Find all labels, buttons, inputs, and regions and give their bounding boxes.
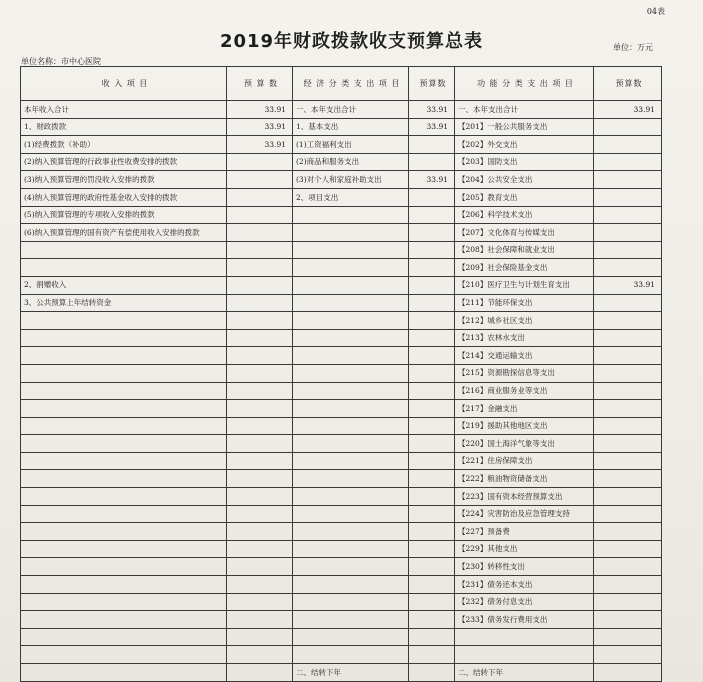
cell-economic-budget	[409, 136, 455, 154]
cell-function-budget	[594, 505, 662, 523]
cell-function-item: 二、结转下年	[455, 664, 594, 682]
cell-income-budget	[227, 452, 293, 470]
table-row	[21, 206, 662, 224]
cell-economic-item	[293, 241, 409, 259]
cell-economic-budget	[409, 593, 455, 611]
table-row	[21, 664, 662, 682]
cell-function-item: 【204】公共安全支出	[455, 171, 594, 189]
cell-income-item	[21, 576, 227, 594]
cell-function-budget	[594, 523, 662, 541]
cell-economic-budget	[409, 400, 455, 418]
table-row	[21, 505, 662, 523]
cell-income-item	[21, 664, 227, 682]
table-row	[21, 558, 662, 576]
cell-function-budget	[594, 153, 662, 171]
cell-function-budget	[594, 540, 662, 558]
cell-economic-item: (3)对个人和家庭补助支出	[293, 171, 409, 189]
cell-income-budget	[227, 417, 293, 435]
cell-income-budget	[227, 206, 293, 224]
cell-income-item: 本年收入合计	[21, 101, 227, 119]
cell-economic-budget	[409, 329, 455, 347]
cell-income-item: 3、公共预算上年结转资金	[21, 294, 227, 312]
table-row	[21, 259, 662, 277]
cell-function-item: 【214】交通运输支出	[455, 347, 594, 365]
cell-economic-item	[293, 329, 409, 347]
cell-economic-item: 二、结转下年	[293, 664, 409, 682]
cell-function-budget	[594, 171, 662, 189]
cell-function-item: 一、本年支出合计	[455, 101, 594, 119]
cell-function-item: 【221】住房保障支出	[455, 452, 594, 470]
cell-function-item: 【210】医疗卫生与计划生育支出	[455, 276, 594, 294]
cell-economic-budget	[409, 488, 455, 506]
cell-function-item	[455, 628, 594, 646]
cell-economic-budget: 33.91	[409, 101, 455, 119]
cell-income-item	[21, 628, 227, 646]
cell-income-budget	[227, 470, 293, 488]
cell-function-budget	[594, 136, 662, 154]
cell-function-item: 【215】资源勘探信息等支出	[455, 364, 594, 382]
cell-income-item	[21, 452, 227, 470]
cell-function-budget	[594, 188, 662, 206]
cell-income-item	[21, 435, 227, 453]
cell-economic-item	[293, 259, 409, 277]
table-body	[21, 101, 662, 682]
cell-function-budget	[594, 347, 662, 365]
header-economic-item: 经 济 分 类 支 出 项 目	[293, 67, 409, 101]
cell-economic-budget	[409, 347, 455, 365]
cell-income-budget	[227, 312, 293, 330]
cell-function-item: 【207】文化体育与传媒支出	[455, 224, 594, 242]
cell-economic-budget	[409, 470, 455, 488]
cell-income-budget	[227, 153, 293, 171]
cell-income-item	[21, 646, 227, 664]
cell-function-budget	[594, 558, 662, 576]
cell-function-item: 【205】教育支出	[455, 188, 594, 206]
cell-income-budget	[227, 382, 293, 400]
cell-economic-budget	[409, 259, 455, 277]
cell-function-item: 【209】社会保险基金支出	[455, 259, 594, 277]
cell-economic-budget	[409, 505, 455, 523]
cell-function-budget	[594, 435, 662, 453]
cell-economic-budget	[409, 523, 455, 541]
cell-economic-item: (1)工资福利支出	[293, 136, 409, 154]
cell-economic-budget	[409, 611, 455, 629]
cell-function-budget	[594, 628, 662, 646]
cell-function-budget	[594, 488, 662, 506]
cell-income-budget	[227, 540, 293, 558]
cell-income-budget	[227, 593, 293, 611]
cell-function-budget	[594, 364, 662, 382]
cell-income-item: (1)经费拨款（补助）	[21, 136, 227, 154]
cell-income-item	[21, 259, 227, 277]
header-function-budget: 预算数	[594, 67, 662, 101]
cell-income-budget	[227, 241, 293, 259]
cell-income-budget	[227, 523, 293, 541]
cell-function-budget: 33.91	[594, 276, 662, 294]
cell-income-budget	[227, 259, 293, 277]
cell-economic-item: (2)商品和服务支出	[293, 153, 409, 171]
table-row	[21, 153, 662, 171]
cell-function-item: 【231】债务还本支出	[455, 576, 594, 594]
cell-income-budget	[227, 558, 293, 576]
table-row	[21, 188, 662, 206]
table-row	[21, 118, 662, 136]
cell-economic-item	[293, 558, 409, 576]
cell-economic-budget	[409, 664, 455, 682]
cell-income-budget: 33.91	[227, 136, 293, 154]
cell-function-item: 【208】社会保障和就业支出	[455, 241, 594, 259]
cell-function-item: 【203】国防支出	[455, 153, 594, 171]
budget-table	[20, 66, 662, 682]
cell-function-item: 【217】金融支出	[455, 400, 594, 418]
header-economic-budget: 预算数	[409, 67, 455, 101]
table-row	[21, 329, 662, 347]
cell-function-item: 【227】预备费	[455, 523, 594, 541]
cell-economic-budget: 33.91	[409, 118, 455, 136]
cell-economic-item: 2、项目支出	[293, 188, 409, 206]
cell-income-budget	[227, 646, 293, 664]
cell-economic-item	[293, 470, 409, 488]
cell-economic-budget	[409, 646, 455, 664]
cell-function-budget	[594, 664, 662, 682]
unit-label: 单位：万元	[613, 43, 653, 52]
table-row	[21, 417, 662, 435]
cell-income-item: (4)纳入预算管理的政府性基金收入安排的拨款	[21, 188, 227, 206]
table-row	[21, 136, 662, 154]
cell-income-item	[21, 417, 227, 435]
cell-income-item	[21, 329, 227, 347]
cell-function-budget	[594, 382, 662, 400]
table-row	[21, 382, 662, 400]
cell-economic-budget	[409, 294, 455, 312]
cell-function-item: 【206】科学技术支出	[455, 206, 594, 224]
cell-economic-budget	[409, 417, 455, 435]
cell-income-item: (3)纳入预算管理的罚没收入安排的拨款	[21, 171, 227, 189]
cell-income-item	[21, 558, 227, 576]
cell-income-item	[21, 400, 227, 418]
cell-economic-item	[293, 400, 409, 418]
cell-economic-item: 一、本年支出合计	[293, 101, 409, 119]
cell-income-budget	[227, 364, 293, 382]
cell-function-item: 【224】灾害防治及应急管理支持	[455, 505, 594, 523]
page-title: 2019年财政拨款收支预算总表	[219, 31, 484, 52]
cell-function-budget	[594, 312, 662, 330]
cell-income-item: 2、捐赠收入	[21, 276, 227, 294]
cell-economic-budget	[409, 241, 455, 259]
cell-income-budget	[227, 347, 293, 365]
cell-income-item	[21, 611, 227, 629]
header-income-budget: 预 算 数	[227, 67, 293, 101]
cell-income-item	[21, 364, 227, 382]
cell-economic-item	[293, 294, 409, 312]
cell-function-item: 【233】债务发行费用支出	[455, 611, 594, 629]
cell-income-item	[21, 470, 227, 488]
cell-function-budget	[594, 611, 662, 629]
cell-income-budget	[227, 435, 293, 453]
table-row	[21, 488, 662, 506]
table-row	[21, 540, 662, 558]
cell-economic-item: 1、基本支出	[293, 118, 409, 136]
cell-income-item	[21, 241, 227, 259]
table-row	[21, 400, 662, 418]
cell-income-budget	[227, 611, 293, 629]
cell-function-budget	[594, 452, 662, 470]
cell-economic-item	[293, 364, 409, 382]
table-row	[21, 347, 662, 365]
cell-function-budget	[594, 259, 662, 277]
cell-income-item	[21, 382, 227, 400]
cell-function-item: 【201】一般公共服务支出	[455, 118, 594, 136]
cell-economic-item	[293, 224, 409, 242]
cell-function-item	[455, 646, 594, 664]
cell-income-item	[21, 540, 227, 558]
cell-income-budget	[227, 664, 293, 682]
cell-income-item	[21, 312, 227, 330]
cell-economic-item	[293, 452, 409, 470]
cell-income-budget: 33.91	[227, 101, 293, 119]
cell-economic-budget	[409, 312, 455, 330]
cell-economic-item	[293, 523, 409, 541]
cell-economic-item	[293, 276, 409, 294]
cell-function-budget	[594, 576, 662, 594]
cell-economic-item	[293, 382, 409, 400]
table-row	[21, 646, 662, 664]
cell-economic-item	[293, 628, 409, 646]
cell-function-item: 【232】债务付息支出	[455, 593, 594, 611]
form-number: 04表	[646, 7, 665, 16]
cell-economic-item	[293, 435, 409, 453]
cell-function-item: 【220】国土海洋气象等支出	[455, 435, 594, 453]
table-row	[21, 364, 662, 382]
cell-function-budget	[594, 241, 662, 259]
table-row	[21, 593, 662, 611]
cell-income-budget	[227, 294, 293, 312]
table-row	[21, 576, 662, 594]
cell-income-budget	[227, 576, 293, 594]
cell-income-budget	[227, 276, 293, 294]
cell-function-budget	[594, 206, 662, 224]
cell-economic-item	[293, 312, 409, 330]
table-row	[21, 276, 662, 294]
cell-income-budget	[227, 488, 293, 506]
cell-function-budget	[594, 417, 662, 435]
cell-function-item: 【216】商业服务业等支出	[455, 382, 594, 400]
cell-income-budget	[227, 505, 293, 523]
cell-economic-budget	[409, 382, 455, 400]
cell-function-item: 【223】国有资本经营预算支出	[455, 488, 594, 506]
cell-income-item: (6)纳入预算管理的国有资产有偿使用收入安排的拨款	[21, 224, 227, 242]
table-row	[21, 452, 662, 470]
cell-function-item: 【230】转移性支出	[455, 558, 594, 576]
cell-income-item	[21, 523, 227, 541]
table-row	[21, 101, 662, 119]
cell-economic-item	[293, 593, 409, 611]
table-row	[21, 224, 662, 242]
table-header-row	[21, 67, 662, 101]
cell-economic-budget	[409, 435, 455, 453]
cell-income-budget	[227, 400, 293, 418]
cell-income-budget	[227, 224, 293, 242]
cell-function-budget	[594, 646, 662, 664]
table-row	[21, 241, 662, 259]
cell-income-budget	[227, 188, 293, 206]
cell-function-budget	[594, 400, 662, 418]
cell-income-item	[21, 593, 227, 611]
cell-income-item	[21, 488, 227, 506]
cell-economic-budget	[409, 206, 455, 224]
cell-function-budget: 33.91	[594, 101, 662, 119]
cell-income-budget	[227, 628, 293, 646]
cell-economic-budget	[409, 276, 455, 294]
cell-economic-item	[293, 488, 409, 506]
table-row	[21, 294, 662, 312]
cell-economic-item	[293, 611, 409, 629]
cell-function-item: 【202】外交支出	[455, 136, 594, 154]
table-row	[21, 611, 662, 629]
cell-economic-item	[293, 576, 409, 594]
table-row	[21, 470, 662, 488]
cell-function-budget	[594, 118, 662, 136]
header-income-item: 收 入 项 目	[21, 67, 227, 101]
cell-economic-budget: 33.91	[409, 171, 455, 189]
cell-income-budget	[227, 329, 293, 347]
cell-function-item: 【222】粮油物资储备支出	[455, 470, 594, 488]
table-row	[21, 628, 662, 646]
table-row	[21, 312, 662, 330]
cell-function-item: 【229】其他支出	[455, 540, 594, 558]
cell-income-item: 1、财政拨款	[21, 118, 227, 136]
cell-economic-budget	[409, 540, 455, 558]
cell-function-budget	[594, 329, 662, 347]
cell-economic-item	[293, 646, 409, 664]
cell-income-item: (5)纳入预算管理的专项收入安排的拨款	[21, 206, 227, 224]
cell-economic-budget	[409, 153, 455, 171]
cell-economic-budget	[409, 364, 455, 382]
cell-function-item: 【212】城乡社区支出	[455, 312, 594, 330]
cell-economic-budget	[409, 188, 455, 206]
header-function-item: 功 能 分 类 支 出 项 目	[455, 67, 594, 101]
cell-economic-budget	[409, 628, 455, 646]
cell-income-budget	[227, 171, 293, 189]
cell-economic-item	[293, 206, 409, 224]
cell-economic-budget	[409, 224, 455, 242]
table-row	[21, 171, 662, 189]
cell-economic-budget	[409, 576, 455, 594]
cell-income-item	[21, 505, 227, 523]
cell-economic-budget	[409, 452, 455, 470]
cell-income-item	[21, 347, 227, 365]
cell-function-budget	[594, 470, 662, 488]
cell-economic-item	[293, 417, 409, 435]
cell-economic-item	[293, 347, 409, 365]
table-row	[21, 523, 662, 541]
cell-economic-item	[293, 505, 409, 523]
cell-function-budget	[594, 224, 662, 242]
cell-economic-item	[293, 540, 409, 558]
organization-name: 单位名称：市中心医院	[21, 57, 101, 66]
cell-income-budget: 33.91	[227, 118, 293, 136]
cell-function-item: 【219】援助其他地区支出	[455, 417, 594, 435]
cell-income-item: (2)纳入预算管理的行政事业性收费安排的拨款	[21, 153, 227, 171]
cell-function-budget	[594, 593, 662, 611]
cell-economic-budget	[409, 558, 455, 576]
table-row	[21, 435, 662, 453]
cell-function-item: 【211】节能环保支出	[455, 294, 594, 312]
cell-function-item: 【213】农林水支出	[455, 329, 594, 347]
cell-function-budget	[594, 294, 662, 312]
